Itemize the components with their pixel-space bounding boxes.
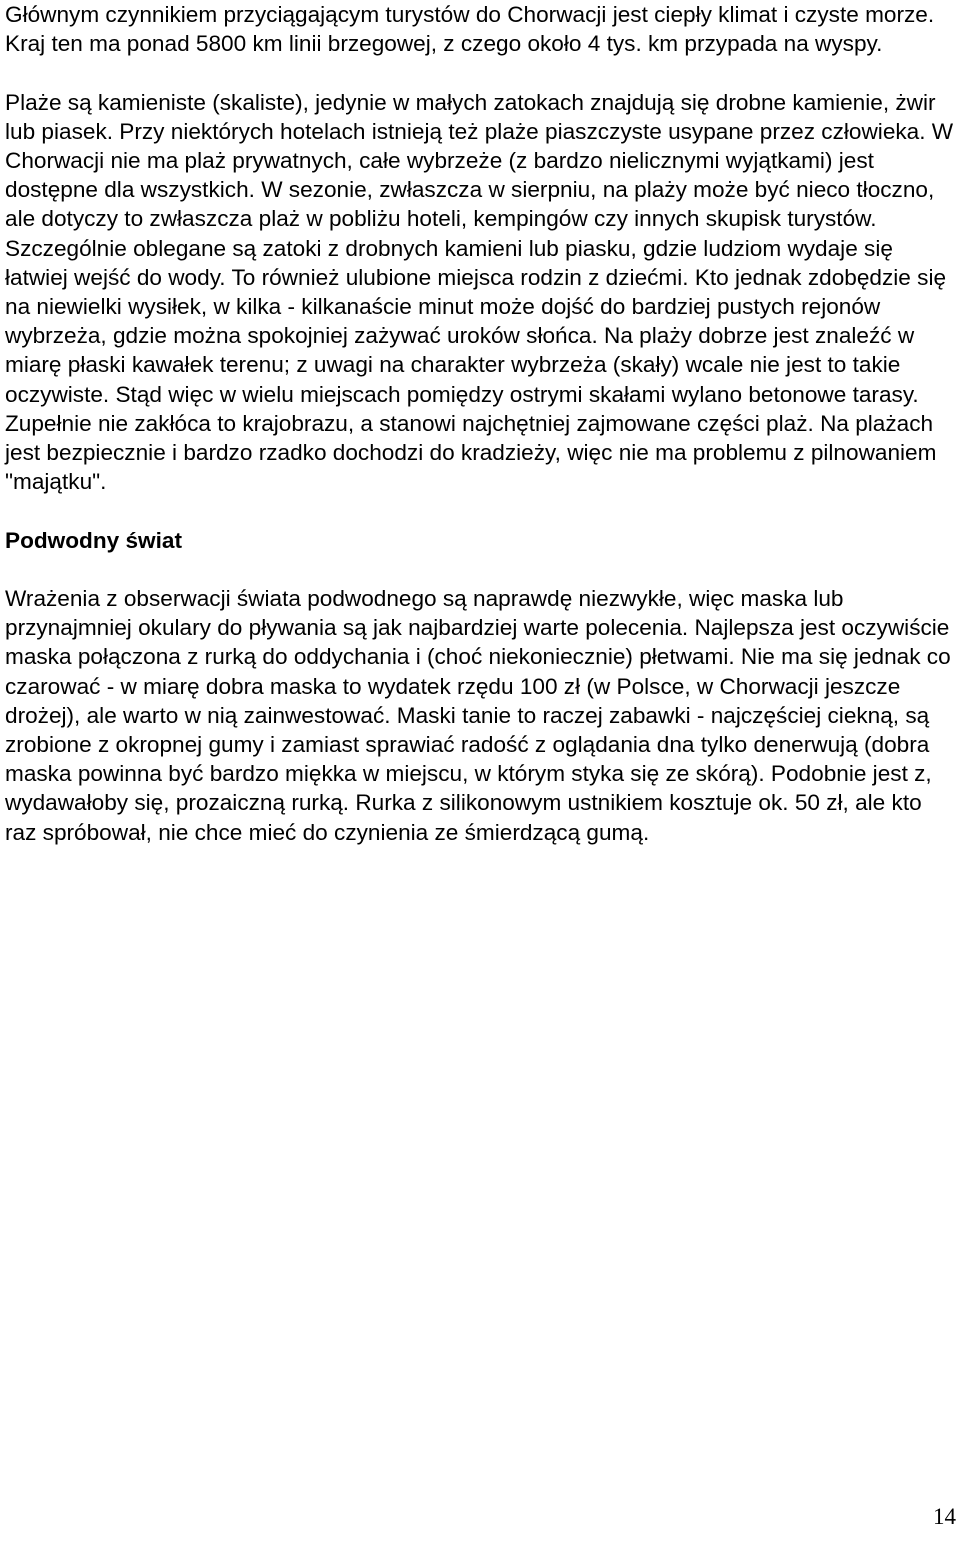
section-heading: Podwodny świat — [5, 527, 182, 553]
paragraph-beaches: Plaże są kamieniste (skaliste), jedynie w małych zatokach znajdują się drobne kamienie, żwir lub piasek. Przy niektórych hotelach istnieją też plaże piaszczyste usypane przez człowieka. W Chorwacji nie ma plaż prywatnych, całe wybrzeże (z bardzo nielicznymi wyjątkami) jest dostępne dla wszystkich. W sezonie, zwłaszcza w sierpniu, na plaży może być nieco tłoczno, ale dotyczy to zwłaszcza plaż w pobliżu hoteli, kempingów czy innych skupisk turystów. Szczególnie oblegane są zatoki z drobnych kamieni lub piasku, gdzie ludziom wydaje się łatwiej wejść do wody. To również ulubione miejsca rodzin z dziećmi. Kto jednak zdobędzie się na niewielki wysiłek, w kilka - kilkanaście minut może dojść do bardziej pustych rejonów wybrzeża, gdzie można spokojniej zażywać uroków słońca. Na plaży dobrze jest znaleźć w miarę płaski kawałek terenu; z uwagi na charakter wybrzeża (skały) wcale nie jest to takie oczywiste. Stąd więc w wielu miejscach pomiędzy ostrymi skałami wylano betonowe tarasy. Zupełnie nie zakłóca to krajobrazu, a stanowi najchętniej zajmowane części plaż. Na plażach jest bezpiecznie i bardzo rzadko dochodzi do kradzieży, więc nie ma problemu z pilnowaniem "majątku". — [5, 89, 954, 495]
paragraph-underwater: Wrażenia z obserwacji świata podwodnego są naprawdę niezwykłe, więc maska lub przynajmniej okulary do pływania są jak najbardziej warte polecenia. Najlepsza jest oczywiście maska połączona z rurką do oddychania i (choć niekoniecznie) płetwami. Nie ma się jednak co czarować - w miarę dobra maska to wydatek rzędu 100 zł (w Polsce, w Chorwacji jeszcze drożej), ale warto w nią zainwestować. Maski tanie to raczej zabawki - najczęściej ciekną, są zrobione z okropnej gumy i zamiast sprawiać radość z oglądania dna tylko denerwują (dobra maska powinna być bardzo miękka w miejscu, w którym styka się ze skórą). Podobnie jest z, wydawałoby się, prozaiczną rurką. Rurka z silikonowym ustnikiem kosztuje ok. 50 zł, ale kto raz spróbował, nie chce mieć do czynienia ze śmierdzącą gumą. — [5, 586, 951, 845]
document-page — [5, 0, 957, 876]
paragraph-climate: Głównym czynnikiem przyciągającym turystów do Chorwacji jest ciepły klimat i czyste morze. Kraj ten ma ponad 5800 km linii brzegowej, z czego około 4 tys. km przypada na wyspy. — [5, 2, 935, 57]
page-number: 14 — [933, 1504, 956, 1529]
